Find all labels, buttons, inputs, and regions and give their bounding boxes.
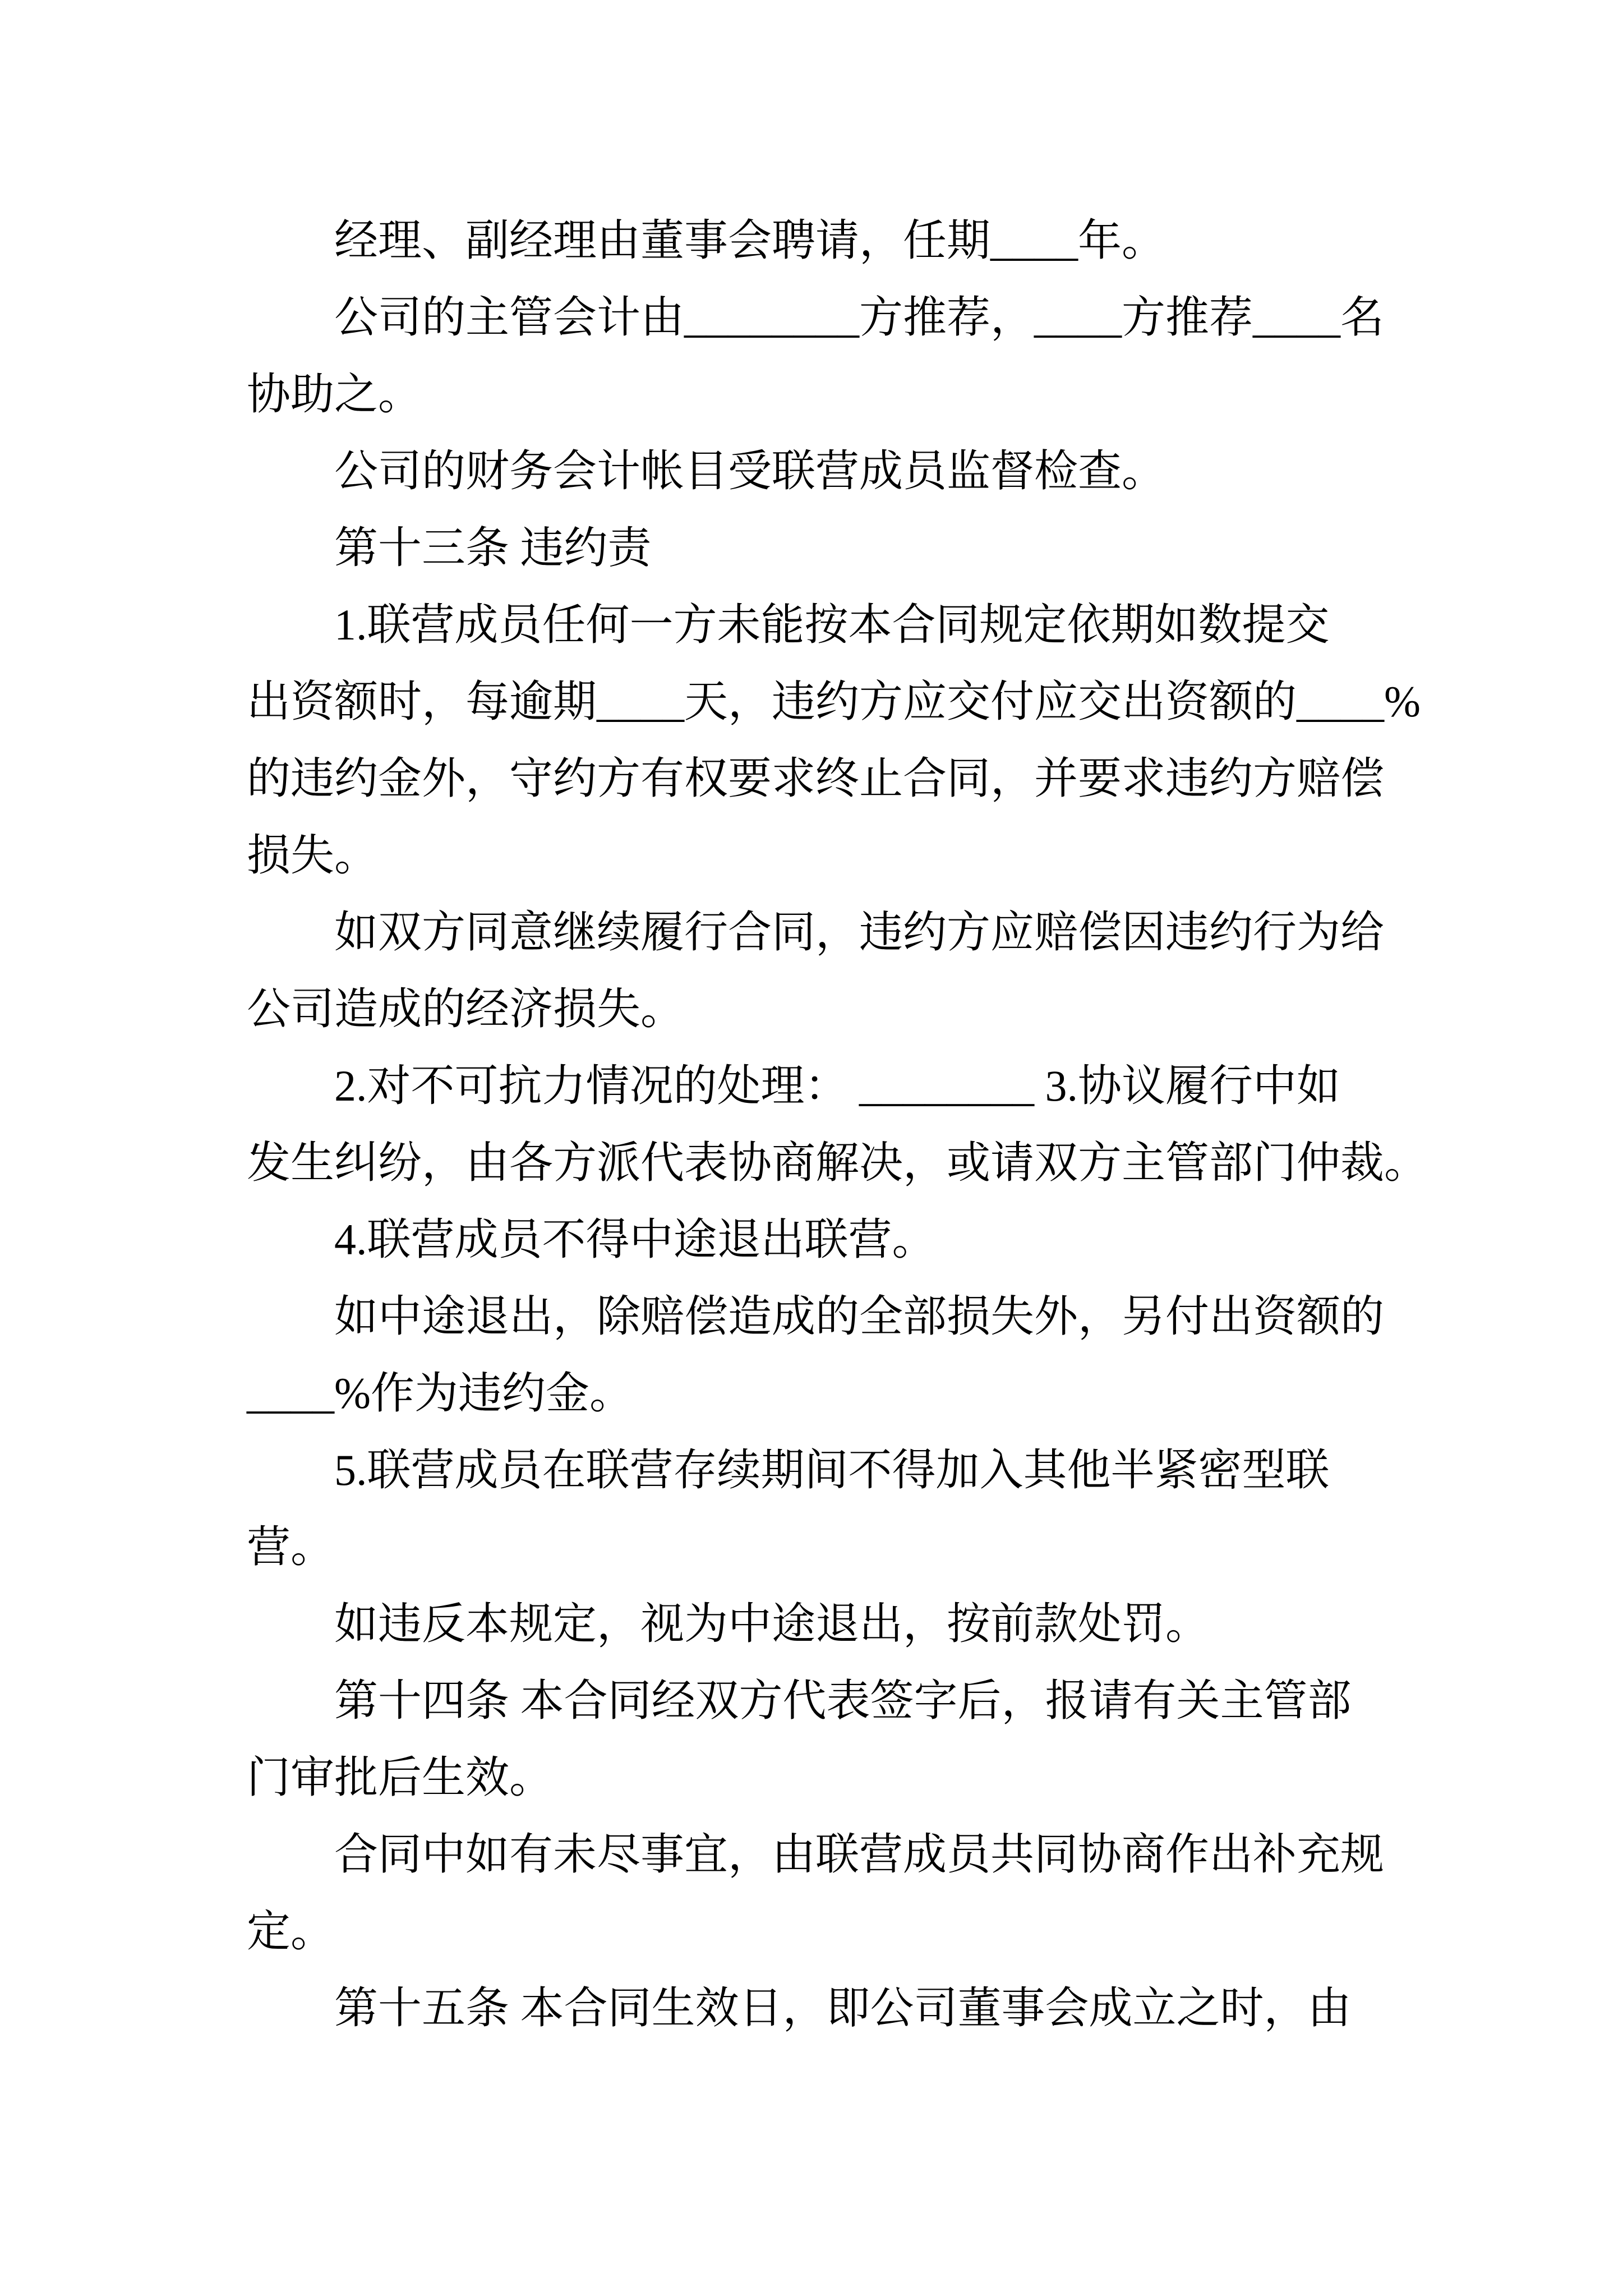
text-line: 5.联营成员在联营存续期间不得加入其他半紧密型联 (334, 1446, 1330, 1494)
document-body (247, 202, 1428, 2046)
text-line: ____%作为违约金。 (247, 1369, 633, 1418)
text-line: 如违反本规定，视为中途退出，按前款处罚。 (334, 1599, 1210, 1648)
text-line: 合同中如有未尽事宜，由联营成员共同协商作出补充规 (334, 1830, 1385, 1879)
text-line: 损失。 (247, 831, 379, 880)
text-line: 4.联营成员不得中途退出联营。 (334, 1215, 936, 1264)
text-line: 公司的主管会计由________方推荐，____方推荐____名 (334, 293, 1385, 342)
text-line: 定。 (247, 1907, 335, 1955)
text-line: 如双方同意继续履行合同，违约方应赔偿因违约行为给 (334, 908, 1385, 956)
text-line: 经理、副经理由董事会聘请，任期____年。 (334, 216, 1166, 265)
text-line: 2.对不可抗力情况的处理： ________ 3.协议履行中如 (334, 1061, 1341, 1110)
text-line: 第十五条 本合同生效日，即公司董事会成立之时，由 (334, 1984, 1352, 2032)
text-line: 第十四条 本合同经双方代表签字后，报请有关主管部 (334, 1676, 1352, 1725)
text-line: 公司造成的经济损失。 (247, 984, 685, 1033)
text-line: 如中途退出，除赔偿造成的全部损失外，另付出资额的 (334, 1292, 1385, 1341)
text-line: 营。 (247, 1522, 335, 1571)
text-line: 门审批后生效。 (247, 1753, 554, 1802)
text-line: 发生纠纷，由各方派代表协商解决，或请双方主管部门仲裁。 (247, 1138, 1428, 1187)
text-line: 公司的财务会计帐目受联营成员监督检查。 (334, 447, 1166, 495)
text-line: 出资额时，每逾期____天，违约方应交付应交出资额的____% (247, 677, 1421, 726)
text-line: 1.联营成员任何一方未能按本合同规定依期如数提交 (334, 600, 1330, 649)
text-line: 第十三条 违约责 (334, 523, 652, 572)
text-line: 协助之。 (247, 370, 422, 418)
text-line: 的违约金外，守约方有权要求终止合同，并要求违约方赔偿 (247, 754, 1385, 803)
